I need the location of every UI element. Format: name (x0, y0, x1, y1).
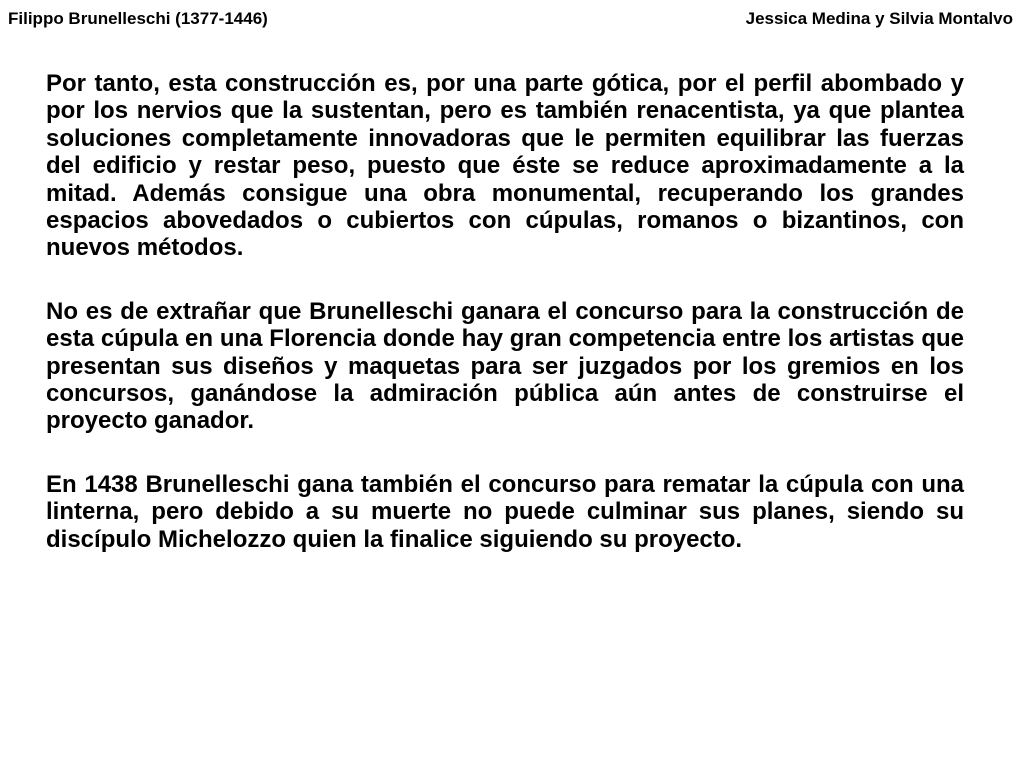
paragraph-1: Por tanto, esta construcción es, por una parte gótica, por el perfil abombado y por los nervios que la sustentan, pero es también renacentista, ya que plantea soluciones completamente innovadoras que le permiten equilibrar las fuerzas del edificio y restar peso, puesto que éste se reduce aproximadamente a la mitad. Además consigue una obra monumental, recuperando los grandes espacios abovedados o cubiertos con cúpulas, romanos o bizantinos, con nuevos métodos. (46, 70, 964, 262)
header-title: Filippo Brunelleschi (1377-1446) (8, 9, 268, 28)
body-text (46, 70, 964, 553)
paragraph-2: No es de extrañar que Brunelleschi ganara el concurso para la construcción de esta cúpula en una Florencia donde hay gran competencia entre los artistas que presentan sus diseños y maquetas para ser juzgados por los gremios en los concursos, ganándose la admiración pública aún antes de construirse el proyecto ganador. (46, 297, 964, 435)
header-authors: Jessica Medina y Silvia Montalvo (745, 9, 1013, 28)
paragraph-3: En 1438 Brunelleschi gana también el concurso para rematar la cúpula con una linterna, pero debido a su muerte no puede culminar sus planes, siendo su discípulo Michelozzo quien la finalice siguiendo su proyecto. (46, 470, 964, 553)
